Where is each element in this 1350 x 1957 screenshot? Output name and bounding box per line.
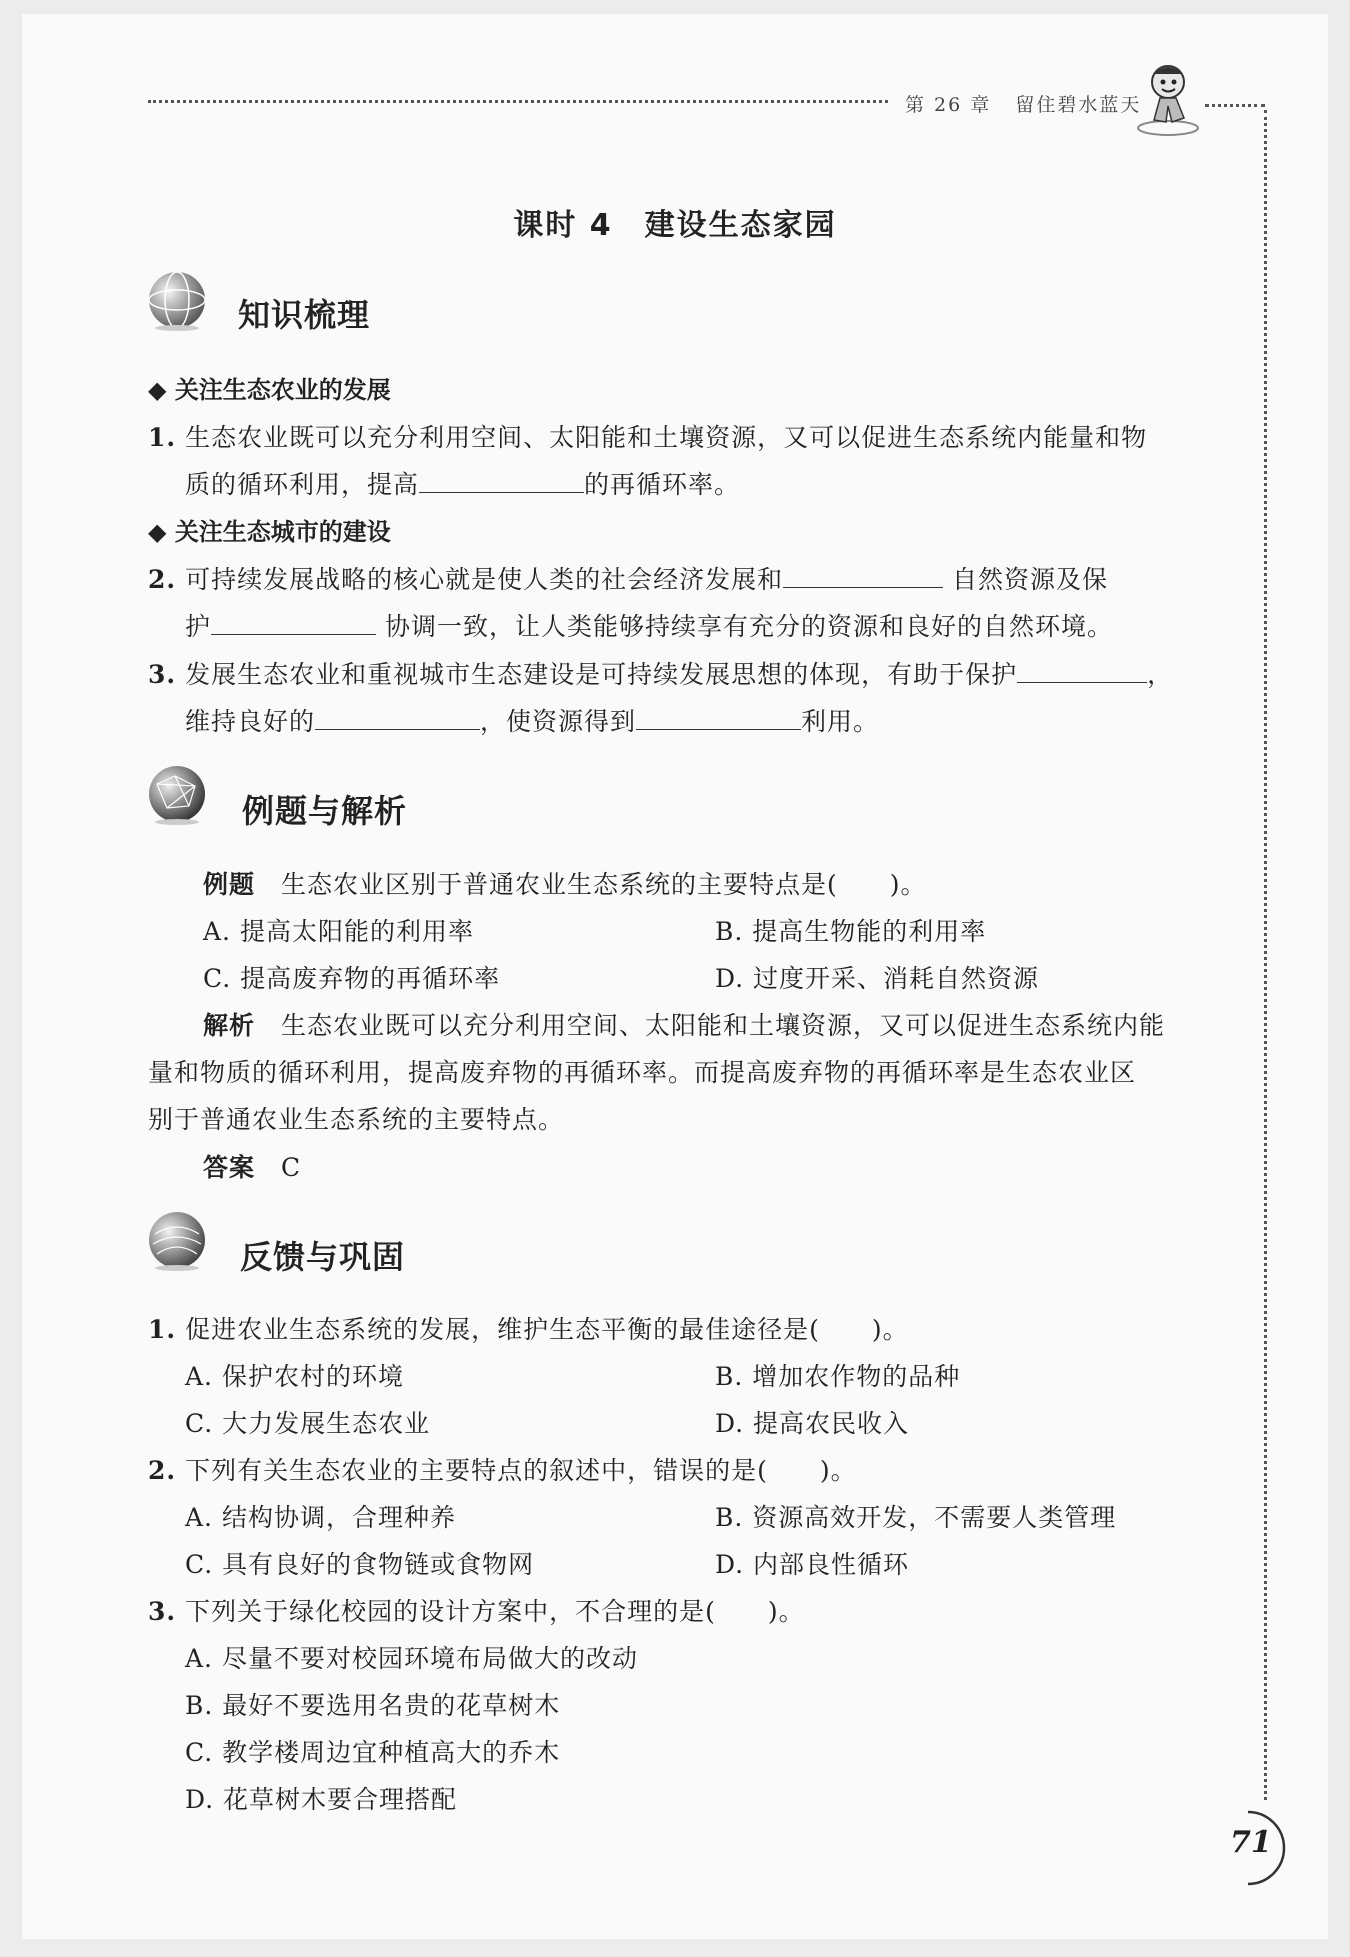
feedback-q2	[148, 1451, 857, 1487]
subheading-agriculture-text: 关注生态农业的发展	[174, 376, 391, 404]
subheading-city-text: 关注生态城市的建设	[174, 518, 391, 546]
q-number: 1.	[148, 1315, 177, 1344]
feedback-q3-option-d[interactable]: D. 花草树木要合理搭配	[185, 1785, 458, 1814]
feedback-q1-option-c[interactable]: C. 大力发展生态农业	[185, 1409, 431, 1438]
fill-blank[interactable]	[783, 565, 943, 588]
feedback-q2-option-b[interactable]: B. 资源高效开发，不需要人类管理	[715, 1503, 1117, 1532]
chapter-title: 留住碧水蓝天	[1015, 94, 1142, 116]
analysis-line1	[203, 1006, 1165, 1042]
analysis-line2: 量和物质的循环利用，提高废弃物的再循环率。而提高废弃物的再循环率是生态农业区	[148, 1058, 1137, 1087]
q-text: 自然资源及保	[952, 565, 1109, 594]
subheading-city: ◆ 关注生态城市的建设	[148, 518, 391, 546]
q-text: 护	[185, 612, 212, 641]
lesson-title: 课时 4 建设生态家园	[513, 208, 837, 243]
answer-label: 答案	[203, 1153, 256, 1182]
knowledge-q2-line2	[185, 607, 1113, 643]
right-margin-dotted-line	[1264, 110, 1267, 1800]
q-text: 维持良好的	[185, 707, 316, 736]
q-text: 协调一致，让人类能够持续享有充分的资源和良好的自然环境。	[384, 612, 1113, 641]
q-number: 1.	[148, 423, 177, 452]
knowledge-q1-line1	[148, 418, 1147, 454]
chapter-number: 第 26 章	[905, 94, 992, 116]
feedback-q1	[148, 1310, 909, 1346]
answer-value: C	[281, 1153, 302, 1182]
q-text: 下列关于绿化校园的设计方案中，不合理的是( )。	[185, 1597, 805, 1626]
example-question	[203, 865, 927, 901]
feedback-q3	[148, 1592, 805, 1628]
example-label: 例题	[203, 870, 256, 899]
fill-blank[interactable]	[211, 612, 376, 635]
example-option-d[interactable]: D. 过度开采、消耗自然资源	[715, 964, 1040, 993]
cartoon-mascot-icon	[1130, 58, 1205, 142]
fill-blank[interactable]	[1017, 660, 1147, 683]
q-text: 可持续发展战略的核心就是使人类的社会经济发展和	[185, 565, 784, 594]
knowledge-q2-line1	[148, 560, 1108, 596]
q-text: ，使资源得到	[480, 707, 637, 736]
network-globe-icon	[145, 762, 209, 830]
feedback-q3-option-c[interactable]: C. 教学楼周边宜种植高大的乔木	[185, 1738, 561, 1767]
feedback-q1-option-d[interactable]: D. 提高农民收入	[715, 1409, 910, 1438]
knowledge-q1-line2	[185, 465, 740, 501]
example-option-a[interactable]: A. 提高太阳能的利用率	[203, 917, 474, 946]
knowledge-q3-line1	[148, 655, 1173, 691]
header-dotted-line-right	[1205, 104, 1265, 107]
q-text: 生态农业区别于普通农业生态系统的主要特点是( )。	[281, 870, 927, 899]
q-text: 发展生态农业和重视城市生态建设是可持续发展思想的体现，有助于保护	[185, 660, 1018, 689]
section-title-knowledge: 知识梳理	[238, 296, 371, 334]
analysis-label: 解析	[203, 1011, 256, 1040]
knowledge-q3-line2	[185, 702, 879, 738]
fill-blank[interactable]	[315, 707, 480, 730]
q-number: 2.	[148, 1456, 177, 1485]
feedback-q1-option-b[interactable]: B. 增加农作物的品种	[715, 1362, 961, 1391]
header-dotted-line	[148, 100, 888, 103]
q-text: 质的循环利用，提高	[185, 470, 420, 499]
section-title-feedback: 反馈与巩固	[240, 1238, 406, 1276]
header-chapter	[905, 90, 1141, 117]
q-text: 促进农业生态系统的发展，维护生态平衡的最佳途径是( )。	[185, 1315, 909, 1344]
feedback-q2-option-c[interactable]: C. 具有良好的食物链或食物网	[185, 1550, 535, 1579]
q-text: 的再循环率。	[584, 470, 741, 499]
example-option-c[interactable]: C. 提高废弃物的再循环率	[203, 964, 501, 993]
globe-icon	[145, 268, 209, 336]
feedback-q1-option-a[interactable]: A. 保护农村的环境	[185, 1362, 404, 1391]
section-title-example: 例题与解析	[242, 792, 408, 830]
q-number: 3.	[148, 1597, 177, 1626]
q-number: 3.	[148, 660, 177, 689]
fill-blank[interactable]	[419, 470, 584, 493]
fill-blank[interactable]	[636, 707, 801, 730]
q-number: 2.	[148, 565, 177, 594]
feedback-q3-option-b[interactable]: B. 最好不要选用名贵的花草树木	[185, 1691, 561, 1720]
feedback-q3-option-a[interactable]: A. 尽量不要对校园环境布局做大的改动	[185, 1644, 638, 1673]
ball-icon	[145, 1208, 209, 1276]
example-option-b[interactable]: B. 提高生物能的利用率	[715, 917, 987, 946]
page-number: 71	[1230, 1825, 1272, 1860]
q-text: 生态农业既可以充分利用空间、太阳能和土壤资源，又可以促进生态系统内能量和物	[185, 423, 1148, 452]
q-text: 下列有关生态农业的主要特点的叙述中，错误的是( )。	[185, 1456, 857, 1485]
feedback-q2-option-d[interactable]: D. 内部良性循环	[715, 1550, 910, 1579]
q-text: ，	[1147, 660, 1174, 689]
analysis-line3: 别于普通农业生态系统的主要特点。	[148, 1105, 565, 1134]
subheading-agriculture: ◆ 关注生态农业的发展	[148, 376, 391, 404]
answer-line	[203, 1148, 301, 1184]
q-text: 利用。	[801, 707, 880, 736]
analysis-text: 生态农业既可以充分利用空间、太阳能和土壤资源，又可以促进生态系统内能	[281, 1011, 1166, 1040]
feedback-q2-option-a[interactable]: A. 结构协调，合理种养	[185, 1503, 456, 1532]
